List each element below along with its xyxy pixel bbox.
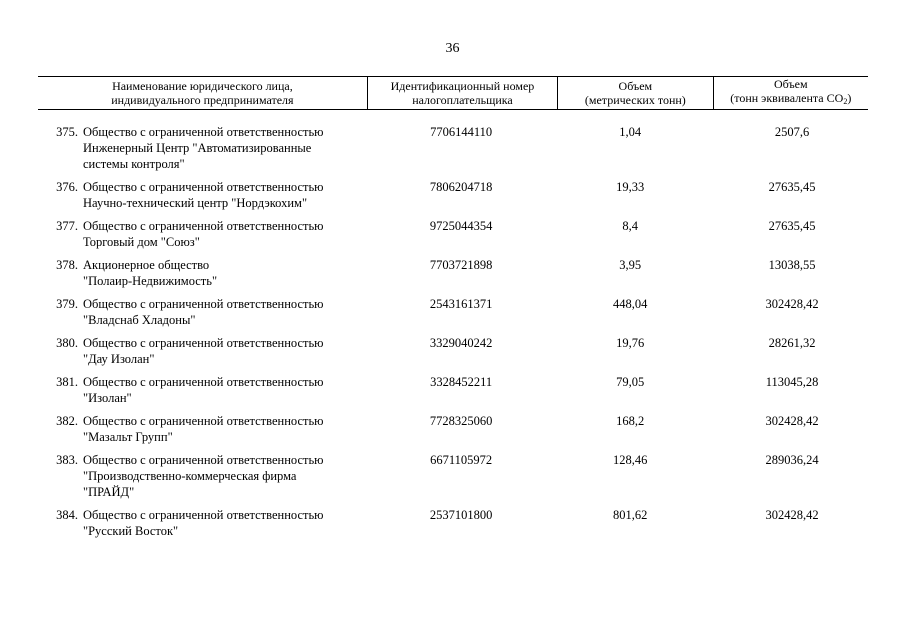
entity-cell (38, 257, 368, 289)
co2-cell: 302428,42 (765, 508, 819, 522)
header-volume (557, 77, 712, 109)
inn-cell: 3328452211 (430, 375, 493, 389)
row-number: 382. (56, 414, 78, 428)
entity-name-line: Торговый дом "Союз" (83, 235, 200, 249)
entity-name-line: "Мазальт Групп" (83, 430, 173, 444)
entity-name-line: Общество с ограниченной ответственностью (83, 297, 324, 311)
entity-name-line: Акционерное общество (83, 258, 210, 272)
header-co2-prefix: (тонн эквивалента CO (730, 91, 844, 105)
entity-name-line: Общество с ограниченной ответственностью (83, 336, 324, 350)
entity-cell (38, 335, 368, 367)
header-volume-line2: (метрических тонн) (584, 93, 686, 107)
volume-cell: 168,2 (616, 414, 645, 428)
entity-name-line: Общество с ограниченной ответственностью (83, 125, 324, 139)
entity-name-line: "ПРАЙД" (83, 485, 135, 499)
row-number: 375. (56, 125, 78, 139)
inn-cell: 2543161371 (429, 297, 493, 311)
entity-name (83, 413, 368, 445)
inn-cell: 7806204718 (429, 180, 493, 194)
entity-name (83, 374, 368, 406)
header-co2 (713, 77, 868, 109)
volume-cell: 8,4 (622, 219, 638, 233)
header-name-line1: Наименование юридического лица, (112, 79, 293, 93)
inn-cell: 3329040242 (429, 336, 493, 350)
co2-cell: 27635,45 (768, 180, 816, 194)
entity-name-line: "Дау Изолан" (83, 352, 155, 366)
entity-name-line: Общество с ограниченной ответственностью (83, 414, 324, 428)
co2-cell: 302428,42 (765, 414, 819, 428)
row-number: 381. (56, 375, 78, 389)
entity-name-line: "Русский Восток" (83, 524, 179, 538)
row-number: 377. (56, 219, 78, 233)
inn-cell: 7703721898 (429, 258, 493, 272)
entity-name (83, 507, 368, 539)
entity-name-line: Общество с ограниченной ответственностью (83, 508, 324, 522)
volume-cell: 79,05 (616, 375, 645, 389)
table-header (38, 76, 868, 110)
row-number: 376. (56, 180, 78, 194)
inn-cell: 2537101800 (429, 508, 493, 522)
registry-table (38, 76, 868, 539)
entity-cell (38, 179, 368, 211)
inn-cell: 7706144110 (430, 125, 493, 139)
volume-cell: 128,46 (612, 453, 648, 467)
inn-cell: 6671105972 (430, 453, 493, 467)
entity-name-line: Научно-технический центр "Нордэкохим" (83, 196, 308, 210)
row-number: 378. (56, 258, 78, 272)
header-co2-sub: 2 (843, 97, 848, 106)
co2-cell: 28261,32 (768, 336, 816, 350)
entity-name-line: системы контроля" (83, 157, 185, 171)
entity-cell (38, 124, 368, 172)
header-inn-line1: Идентификационный номер (390, 79, 535, 93)
co2-cell: 2507,6 (774, 125, 810, 139)
volume-cell: 801,62 (612, 508, 648, 522)
entity-name-line: Общество с ограниченной ответственностью (83, 180, 324, 194)
table-row (38, 218, 868, 250)
entity-name-line: Общество с ограниченной ответственностью (83, 453, 324, 467)
header-name (38, 79, 367, 107)
table-row (38, 335, 868, 367)
page-number: 36 (445, 41, 460, 56)
entity-name-line: "Изолан" (83, 391, 132, 405)
header-inn (367, 77, 557, 109)
header-co2-suffix: ) (847, 91, 852, 105)
table-row (38, 124, 868, 172)
volume-cell: 19,33 (616, 180, 645, 194)
inn-cell: 7728325060 (429, 414, 493, 428)
co2-cell: 13038,55 (768, 258, 816, 272)
entity-name-line: Инженерный Центр "Автоматизированные (83, 141, 312, 155)
co2-cell: 113045,28 (765, 375, 819, 389)
volume-cell: 1,04 (619, 125, 642, 139)
entity-name-line: "Владснаб Хладоны" (83, 313, 196, 327)
entity-name-line: Общество с ограниченной ответственностью (83, 219, 324, 233)
entity-cell (38, 413, 368, 445)
row-number: 383. (56, 453, 78, 467)
header-inn-line2: налогоплательщика (412, 93, 513, 107)
table-row (38, 452, 868, 500)
entity-cell (38, 296, 368, 328)
entity-name (83, 296, 368, 328)
volume-cell: 3,95 (619, 258, 642, 272)
entity-name (83, 218, 368, 250)
table-row (38, 179, 868, 211)
table-row (38, 507, 868, 539)
entity-name (83, 335, 368, 367)
entity-name-line: Общество с ограниченной ответственностью (83, 375, 324, 389)
row-number: 380. (56, 336, 78, 350)
volume-cell: 448,04 (612, 297, 648, 311)
header-name-line2: индивидуального предпринимателя (111, 93, 294, 107)
volume-cell: 19,76 (616, 336, 645, 350)
entity-name-line: "Производственно-коммерческая фирма (83, 469, 297, 483)
co2-cell: 289036,24 (765, 453, 819, 467)
entity-cell (38, 218, 368, 250)
entity-name (83, 179, 368, 211)
entity-name-line: "Полаир-Недвижимость" (83, 274, 218, 288)
entity-cell (38, 374, 368, 406)
row-number: 379. (56, 297, 78, 311)
co2-cell: 27635,45 (768, 219, 816, 233)
co2-cell: 302428,42 (765, 297, 819, 311)
table-body (38, 124, 868, 539)
header-co2-line2 (714, 91, 868, 109)
header-co2-line1: Объем (773, 77, 808, 91)
table-row (38, 374, 868, 406)
entity-cell (38, 452, 368, 500)
table-row (38, 296, 868, 328)
entity-name (83, 452, 368, 500)
inn-cell: 9725044354 (429, 219, 493, 233)
entity-cell (38, 507, 368, 539)
entity-name (83, 257, 368, 289)
table-row (38, 257, 868, 289)
row-number: 384. (56, 508, 78, 522)
table-row (38, 413, 868, 445)
entity-name (83, 124, 368, 172)
header-volume-line1: Объем (618, 79, 653, 93)
